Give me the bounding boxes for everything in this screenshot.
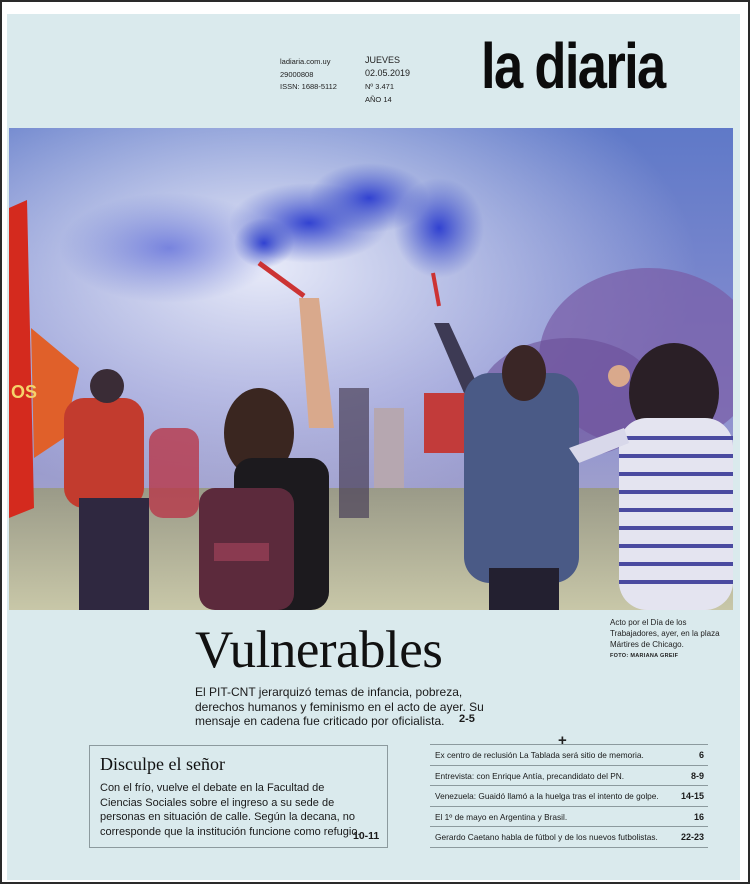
index-item[interactable] bbox=[430, 827, 708, 848]
photo-caption bbox=[610, 617, 730, 662]
issue-number: Nº 3.471 bbox=[365, 82, 395, 91]
index-list bbox=[430, 744, 708, 848]
index-item-text: Venezuela: Guaidó llamó a la huelga tras el intento de golpe. bbox=[435, 791, 659, 801]
index-item[interactable] bbox=[430, 745, 708, 766]
index-item-text: Gerardo Caetano habla de fútbol y de los nuevos futbolistas. bbox=[435, 832, 658, 842]
index-item[interactable] bbox=[430, 766, 708, 787]
lead-headline[interactable]: Vulnerables bbox=[195, 621, 443, 679]
photo-credit: FOTO: MARIANA GREIF bbox=[610, 653, 679, 659]
feature-box-page-ref: 10-11 bbox=[353, 830, 380, 842]
issue-date: 02.05.2019 bbox=[365, 68, 411, 78]
index-item-text: Entrevista: con Enrique Antía, precandidato del PN. bbox=[435, 770, 625, 781]
masthead-issue bbox=[365, 54, 410, 106]
site-url[interactable]: ladiaria.com.uy bbox=[280, 57, 331, 66]
index-item-text: El 1º de mayo en Argentina y Brasil. bbox=[435, 811, 568, 822]
front-page bbox=[7, 14, 740, 880]
caption-text: Acto por el Día de los Trabajadores, ayer, en la plaza Mártires de Chicago. bbox=[610, 618, 720, 649]
feature-box-text: Con el frío, vuelve el debate en la Facultad de Ciencias Sociales sobre el ingreso a su sede de personas en situación de calle. Según la decana, no corresponde que la institución funcione como refugio. bbox=[100, 782, 361, 838]
index-item[interactable] bbox=[430, 786, 708, 807]
lead-page-ref: 2-5 bbox=[459, 713, 475, 725]
index-item-page: 16 bbox=[693, 811, 704, 822]
lead-deck: El PIT-CNT jerarquizó temas de infancia, pobreza, derechos humanos y feminismo en el acto de ayer. Su mensaje en cadena fue criticado por oficialista. bbox=[195, 685, 484, 728]
lead-photo bbox=[9, 128, 733, 610]
issue-year: AÑO 14 bbox=[365, 95, 392, 104]
index-item-text: Ex centro de reclusión La Tablada será sitio de memoria. bbox=[435, 750, 644, 760]
index-item[interactable] bbox=[430, 807, 708, 828]
index-item-page: 8-9 bbox=[690, 770, 704, 781]
issn: ISSN: 1688-5112 bbox=[280, 82, 337, 91]
weekday: JUEVES bbox=[365, 55, 401, 65]
feature-box[interactable] bbox=[89, 745, 388, 848]
plus-icon: + bbox=[558, 732, 567, 749]
phone-number: 29000808 bbox=[280, 69, 314, 79]
newspaper-logo[interactable]: la diaria bbox=[481, 30, 665, 102]
flag-text: OS bbox=[11, 382, 38, 402]
index-item-page: 6 bbox=[698, 750, 704, 760]
index-item-page: 14-15 bbox=[680, 791, 704, 801]
masthead-contact bbox=[280, 56, 337, 94]
feature-box-title: Disculpe el señor bbox=[100, 754, 225, 774]
index-item-page: 22-23 bbox=[680, 832, 704, 842]
